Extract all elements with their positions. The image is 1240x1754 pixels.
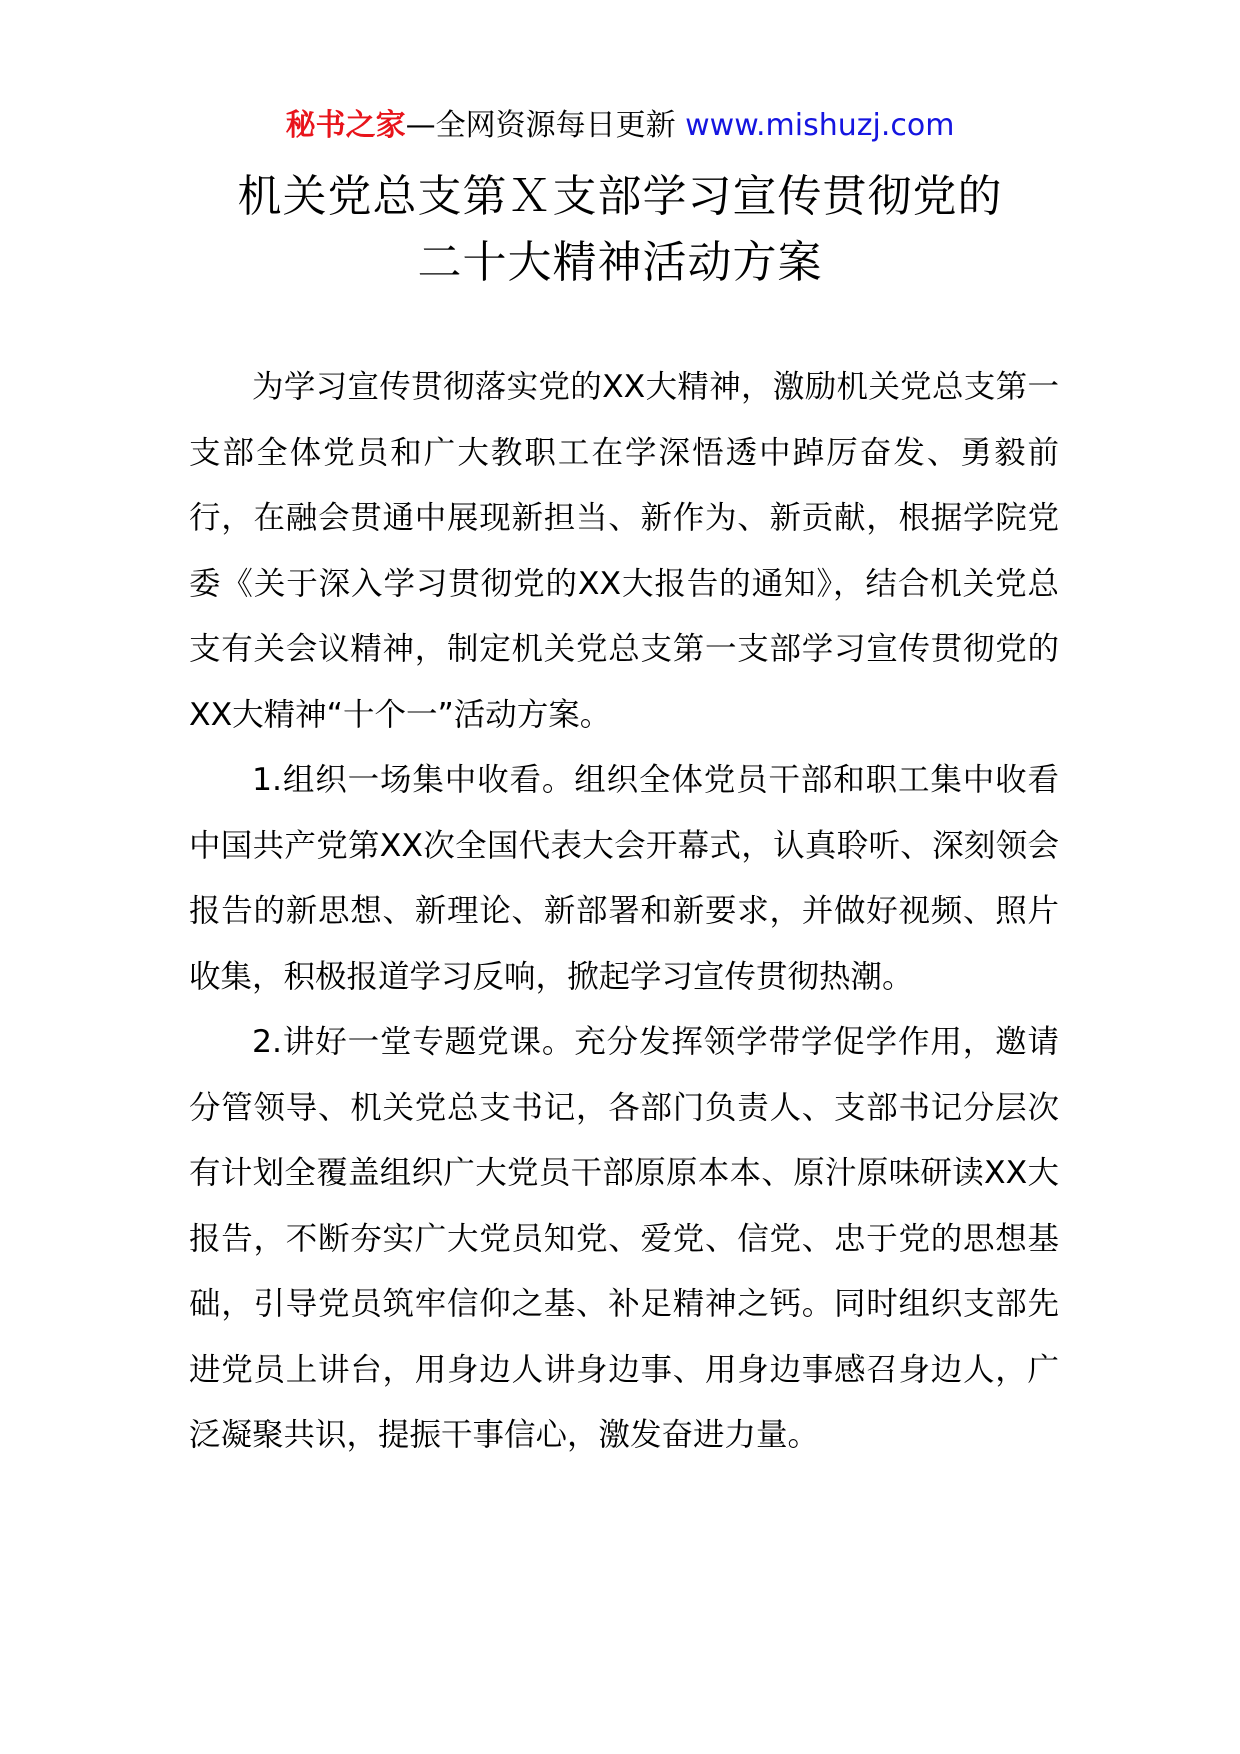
- document-title: [0, 164, 1240, 296]
- title-line-2: 二十大精神活动方案: [417, 237, 823, 288]
- title-line-1: 机关党总支第Ｘ支部学习宣传贯彻党的: [237, 171, 1003, 222]
- site-header: [0, 104, 1240, 148]
- paragraph-item-2: 2.讲好一堂专题党课。充分发挥领学带学促学作用，邀请分管领导、机关党总支书记，各部门负责人、支部书记分层次有计划全覆盖组织广大党员干部原原本本、原汁原味研读XX大报告，不断夯实广大党员知党、爱党、信党、忠于党的思想基础，引导党员筑牢信仰之基、补足精神之钙。同时组织支部先进党员上讲台，用身边人讲身边事、用身边事感召身边人，广泛凝聚共识，提振干事信心，激发奋进力量。: [189, 1024, 1059, 1453]
- brand-name: 秘书之家: [285, 108, 406, 143]
- header-tagline: —全网资源每日更新: [405, 108, 676, 143]
- site-url-link[interactable]: www.mishuzj.com: [685, 108, 955, 143]
- paragraph-item-1: 1.组织一场集中收看。组织全体党员干部和职工集中收看中国共产党第XX次全国代表大会开幕式，认真聆听、深刻领会报告的新思想、新理论、新部署和新要求，并做好视频、照片收集，积极报道学习反响，掀起学习宣传贯彻热潮。: [189, 762, 1059, 995]
- paragraph-intro: 为学习宣传贯彻落实党的XX大精神，激励机关党总支第一支部全体党员和广大教职工在学深悟透中踔厉奋发、勇毅前行，在融会贯通中展现新担当、新作为、新贡献，根据学院党委《关于深入学习贯彻党的XX大报告的通知》，结合机关党总支有关会议精神，制定机关党总支第一支部学习宣传贯彻党的XX大精神“十个一”活动方案。: [189, 369, 1059, 733]
- document-body: [189, 355, 1059, 1469]
